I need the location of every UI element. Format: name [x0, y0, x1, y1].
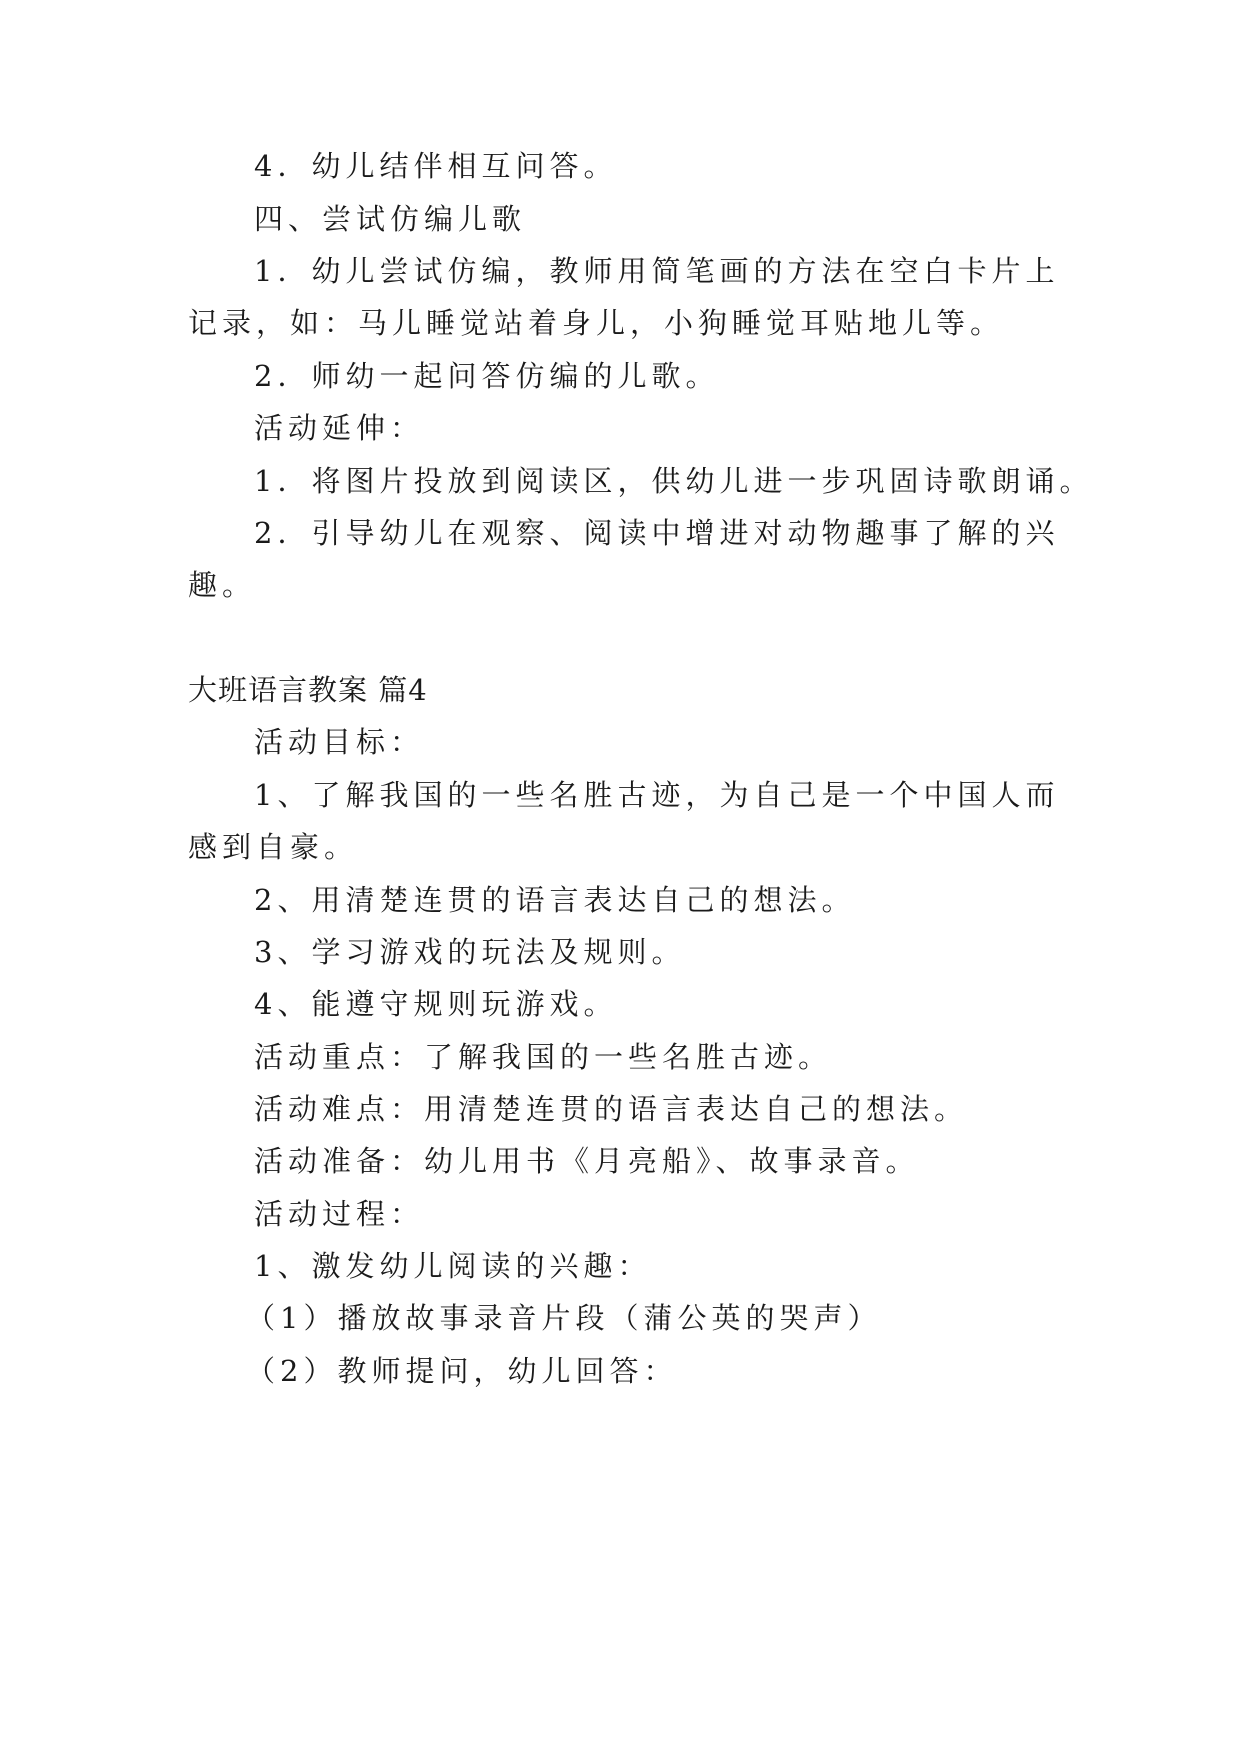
subheading: 活动过程： — [254, 1197, 425, 1231]
paragraph: 1、激发幼儿阅读的兴趣： — [254, 1249, 652, 1283]
paragraph: 1、了解我国的一些名胜古迹，为自己是一个中国人而 — [254, 778, 1060, 812]
section-title: 大班语言教案 篇4 — [188, 673, 428, 707]
paragraph: 活动准备：幼儿用书《月亮船》、故事录音。 — [254, 1144, 920, 1178]
paragraph: 3、学习游戏的玩法及规则。 — [254, 935, 686, 969]
subheading: 活动目标： — [254, 725, 425, 759]
paragraph: 1．幼儿尝试仿编，教师用简笔画的方法在空白卡片上 — [254, 254, 1060, 288]
paragraph: 活动难点：用清楚连贯的语言表达自己的想法。 — [254, 1092, 969, 1126]
paragraph: 活动重点：了解我国的一些名胜古迹。 — [254, 1040, 833, 1074]
paragraph: 4、能遵守规则玩游戏。 — [254, 987, 618, 1021]
paragraph: 2．引导幼儿在观察、阅读中增进对动物趣事了解的兴 — [254, 516, 1060, 550]
paragraph: 四、尝试仿编儿歌 — [254, 202, 527, 236]
paragraph: 2、用清楚连贯的语言表达自己的想法。 — [254, 883, 856, 917]
paragraph: 4．幼儿结伴相互问答。 — [254, 149, 618, 183]
paragraph-continuation: 记录，如：马儿睡觉站着身儿，小狗睡觉耳贴地儿等。 — [188, 306, 1005, 340]
subheading: 活动延伸： — [254, 411, 425, 445]
paragraph: （2）教师提问，幼儿回答： — [246, 1354, 678, 1388]
paragraph: 2．师幼一起问答仿编的儿歌。 — [254, 359, 720, 393]
paragraph: 1．将图片投放到阅读区，供幼儿进一步巩固诗歌朗诵。 — [254, 464, 1094, 498]
paragraph-continuation: 趣。 — [188, 568, 257, 602]
paragraph: （1）播放故事录音片段（蒲公英的哭声） — [246, 1301, 882, 1335]
paragraph-continuation: 感到自豪。 — [188, 830, 359, 864]
